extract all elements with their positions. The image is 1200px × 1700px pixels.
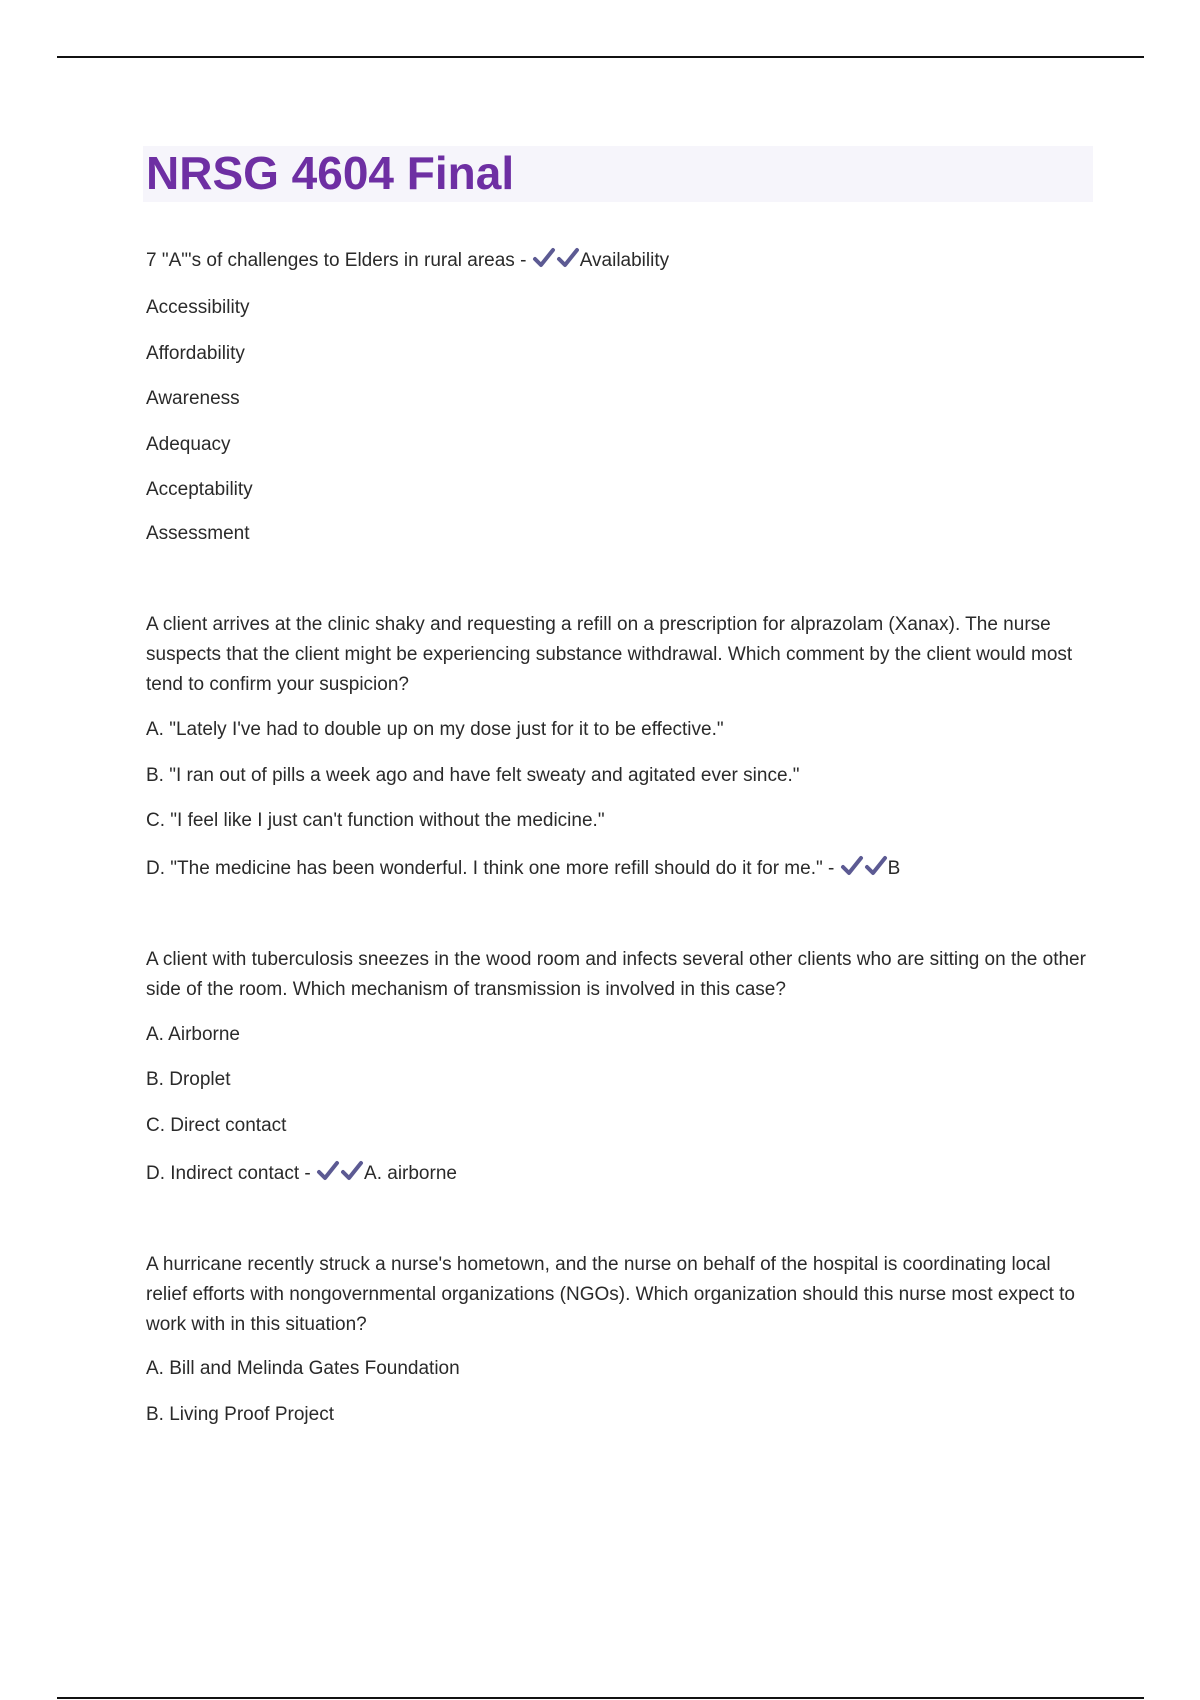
- q1-prompt: 7 "A"'s of challenges to Elders in rural areas -: [146, 250, 527, 271]
- q3-option: A. Airborne: [146, 1024, 240, 1045]
- q1-item: Assessment: [146, 523, 250, 544]
- q2-stem: A client arrives at the clinic shaky and requesting a refill on a prescription for alprazolam (Xanax). The nurse suspects that the client might be experiencing substance withdrawal. Which comment by the client would most tend to confirm your suspicion?: [146, 614, 1073, 695]
- q2-option: B. "I ran out of pills a week ago and have felt sweaty and agitated ever since.": [146, 765, 800, 786]
- bottom-rule: [57, 1697, 1144, 1699]
- q2-answer: B: [887, 858, 901, 879]
- q1-prompt-line: [146, 246, 669, 276]
- q1-answer: Availability: [579, 250, 670, 271]
- check-icon: [840, 855, 864, 877]
- check-icon: [556, 247, 580, 269]
- q2-option: C. "I feel like I just can't function without the medicine.": [146, 810, 605, 831]
- check-icon: [340, 1160, 364, 1182]
- document-title: NRSG 4604 Final: [146, 147, 515, 199]
- check-icon: [864, 855, 888, 877]
- q3-stem: A client with tuberculosis sneezes in the wood room and infects several other clients who are sitting on the other side of the room. Which mechanism of transmission is involved in this case?: [146, 949, 1086, 1000]
- q3-answer: A. airborne: [364, 1163, 457, 1184]
- q3-option: D. Indirect contact -: [146, 1163, 311, 1184]
- q3-option: B. Droplet: [146, 1069, 231, 1090]
- q1-item: Awareness: [146, 388, 240, 409]
- q1-item: Adequacy: [146, 434, 231, 455]
- q1-item: Affordability: [146, 343, 245, 364]
- q3-option-answer-line: [146, 1159, 457, 1189]
- top-rule: [57, 56, 1144, 58]
- q4-option: B. Living Proof Project: [146, 1404, 334, 1425]
- q1-item: Acceptability: [146, 479, 253, 500]
- q4-stem: A hurricane recently struck a nurse's hometown, and the nurse on behalf of the hospital is coordinating local relief efforts with nongovernmental organizations (NGOs). Which organization should this nurse most expect to work with in this situation?: [146, 1254, 1075, 1335]
- q2-option: D. "The medicine has been wonderful. I think one more refill should do it for me." -: [146, 858, 835, 879]
- check-icon: [316, 1160, 340, 1182]
- q1-item: Accessibility: [146, 297, 250, 318]
- q4-option: A. Bill and Melinda Gates Foundation: [146, 1358, 460, 1379]
- q3-option: C. Direct contact: [146, 1115, 287, 1136]
- q2-option-answer-line: [146, 854, 900, 884]
- q2-option: A. "Lately I've had to double up on my dose just for it to be effective.": [146, 719, 724, 740]
- check-icon: [532, 247, 556, 269]
